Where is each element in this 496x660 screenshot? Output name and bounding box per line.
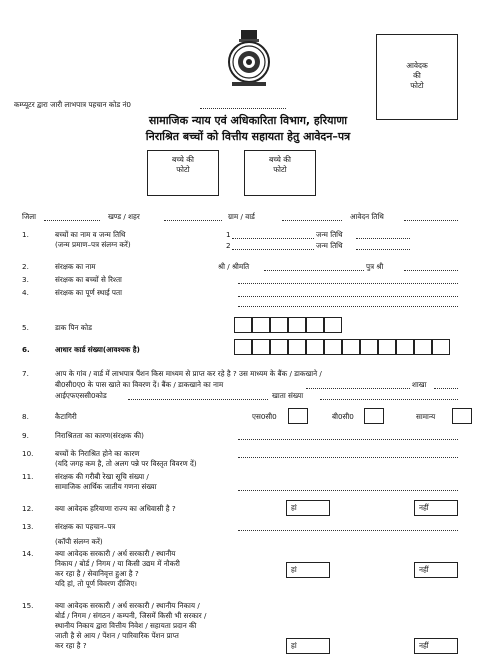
account-number-label: खाता संख्या (272, 391, 304, 400)
item-9-number: 9. (22, 431, 29, 440)
item-4-label: संरक्षक का पूर्ण स्थाई पता (55, 288, 122, 297)
ifsc-label: आईएफएससी0कोड (55, 391, 107, 400)
item-6-label: आधार कार्ड संख्या(आवश्यक है) (55, 345, 140, 354)
ifsc-field[interactable] (128, 399, 268, 400)
child-2-index: 2 (226, 241, 231, 250)
item-6-number: 6. (22, 345, 30, 354)
category-bc-label: बी0सी0 (332, 412, 354, 421)
item-1-label: बच्चों का नाम व जन्म तिथि (55, 230, 126, 239)
guardian-name-field[interactable] (264, 270, 364, 271)
child-photo-2-line2: फोटो (273, 165, 287, 174)
district-field[interactable] (44, 220, 100, 221)
item-12-label: क्या आवेदक हरियाणा राज्य का अधिवासी है ? (55, 504, 176, 513)
income-yes-box[interactable]: हां (286, 638, 330, 654)
item-15-number: 15. (22, 601, 34, 610)
account-number-field[interactable] (320, 399, 458, 400)
item-11-line2: सामाजिक आर्थिक जातीय गणना संख्या (55, 482, 157, 491)
bank-name-field[interactable] (306, 388, 410, 389)
item-10-note: (यदि जगह कम है, तो अलग पन्ने पर विस्तृत विवरण दें) (55, 459, 197, 468)
item-10-label: बच्चों के निराश्रित होने का कारण (55, 449, 140, 458)
block-field[interactable] (164, 220, 222, 221)
domicile-yes-box[interactable]: हां (286, 500, 330, 516)
pin-code-cells[interactable] (234, 317, 342, 333)
village-field[interactable] (282, 220, 342, 221)
district-label: जिला (22, 212, 36, 221)
category-general-label: सामान्य (416, 412, 436, 421)
item-14-line3: कर रहा है / सेवानिवृत्त हुआ है ? (55, 569, 139, 578)
item-1-note: (जन्म प्रमाण–पत्र संलग्न करें) (55, 240, 131, 249)
applicant-photo-line3: फोटो (410, 81, 424, 90)
item-14-number: 14. (22, 549, 34, 558)
child-photo-2-line1: बच्चे की (269, 155, 291, 164)
child-2-dob-label: जन्म तिथि (316, 241, 343, 250)
item-8-number: 8. (22, 412, 29, 421)
child-1-name-field[interactable] (232, 238, 314, 239)
computer-id-field[interactable] (200, 108, 286, 109)
income-no-box[interactable]: नहीं (414, 638, 458, 654)
village-label: ग्राम / वार्ड (228, 212, 255, 221)
item-13-label: संरक्षक का पहचान–पत्र (55, 522, 116, 531)
computer-id-label: कम्प्यूटर द्वारा जारी लाभपात्र पहचान कोड नं0 (14, 100, 132, 109)
haryana-emblem (226, 28, 272, 88)
child-1-dob-label: जन्म तिथि (316, 230, 343, 239)
applicant-photo-line2: की (413, 71, 421, 80)
child-2-dob-field[interactable] (356, 249, 410, 250)
child-1-dob-field[interactable] (356, 238, 410, 239)
item-7-number: 7. (22, 369, 29, 378)
item-13-number: 13. (22, 522, 34, 531)
bpl-number-field[interactable] (238, 490, 458, 491)
son-of-label: पुत्र श्री (366, 262, 384, 271)
child-2-name-field[interactable] (232, 249, 314, 250)
child-photo-box-2 (244, 150, 316, 196)
item-7-line1: आप के गांव / वार्ड में लाभपात्र पैंशन किस माध्यम से प्राप्त कर रहे है ? उस माध्यम के बैंक / डाकखाने / (55, 369, 322, 378)
guardian-father-field[interactable] (404, 270, 458, 271)
employment-no-box[interactable]: नहीं (414, 562, 458, 578)
category-sc-label: एस0सी0 (252, 412, 277, 421)
item-7-line2: बी0सी0ए0 के पास खाते का विवरण दें। बैंक / डाकखाने का नाम (55, 380, 224, 389)
item-5-number: 5. (22, 323, 29, 332)
relation-field[interactable] (238, 283, 458, 284)
item-5-label: डाक पिन कोड (55, 323, 92, 332)
item-14-line4: यदि हां, तो पूर्ण विवरण दीजिए। (55, 579, 138, 588)
item-15-line3: स्थानीय निकाय द्वारा वित्तीय निवेश / सहायता प्रदान की (55, 621, 197, 630)
item-10-number: 10. (22, 449, 34, 458)
item-11-line1: संरक्षक की गरीबी रेखा सूचि संख्या / (55, 472, 149, 481)
address-field-2[interactable] (238, 306, 458, 307)
item-15-line1: क्या आवेदक सरकारी / अर्ध सरकारी / स्थानीय निकाय / (55, 601, 200, 610)
item-9-label: निराश्रितता का कारण(संरक्षक की) (55, 431, 144, 440)
child-photo-1-line1: बच्चे की (172, 155, 194, 164)
branch-field[interactable] (434, 388, 458, 389)
child-photo-1-line2: फोटो (176, 165, 190, 174)
applicant-photo-line1: आवेदक (406, 61, 428, 70)
category-general-checkbox[interactable] (452, 408, 472, 424)
guardian-title-label: श्री / श्रीमति (218, 262, 250, 271)
address-field-1[interactable] (238, 296, 458, 297)
aadhaar-cells[interactable] (234, 339, 450, 355)
item-8-label: कैटागिरी (55, 412, 77, 421)
item-4-number: 4. (22, 288, 29, 297)
item-2-number: 2. (22, 262, 29, 271)
domicile-no-box[interactable]: नहीं (414, 500, 458, 516)
item-15-line5: कर रहा है ? (55, 641, 87, 650)
item-12-number: 12. (22, 504, 34, 513)
block-label: खण्ड / शहर (108, 212, 140, 221)
child-destitution-reason-field[interactable] (238, 457, 458, 458)
child-photo-box-1 (147, 150, 219, 196)
form-title: निराश्रित बच्चों को वित्तीय सहायता हेतु आवेदन–पत्र (145, 130, 351, 143)
branch-label: शाखा (412, 380, 427, 389)
category-bc-checkbox[interactable] (364, 408, 384, 424)
item-2-label: संरक्षक का नाम (55, 262, 96, 271)
item-13-note: (कॉपी संलग्न करें) (55, 537, 103, 546)
application-date-label: आवेदन तिथि (350, 212, 384, 221)
application-date-field[interactable] (404, 220, 458, 221)
employment-yes-box[interactable]: हां (286, 562, 330, 578)
department-title: सामाजिक न्याय एवं अधिकारिता विभाग, हरियाणा (148, 114, 348, 127)
destitution-reason-field[interactable] (238, 439, 458, 440)
item-14-line1: क्या आवेदक सरकारी / अर्ध सरकारी / स्थानीय (55, 549, 176, 558)
item-15-line4: जाती है से आय / पेंशन / पारिवारिक पेंशन प्राप्त (55, 631, 179, 640)
item-3-label: संरक्षक का बच्चों से रिश्ता (55, 275, 122, 284)
identity-card-field[interactable] (238, 530, 458, 531)
category-sc-checkbox[interactable] (288, 408, 308, 424)
applicant-photo-box (376, 34, 458, 120)
item-14-line2: निकाय / बोर्ड / निगम / या किसी उद्यम में नौकरी (55, 559, 180, 568)
item-15-line2: बोर्ड / निगम / संगठन / कम्पनी, जिसमें किसी भी सरकार / (55, 611, 207, 620)
item-3-number: 3. (22, 275, 29, 284)
item-1-number: 1. (22, 230, 29, 239)
item-11-number: 11. (22, 472, 34, 481)
child-1-index: 1 (226, 230, 231, 239)
